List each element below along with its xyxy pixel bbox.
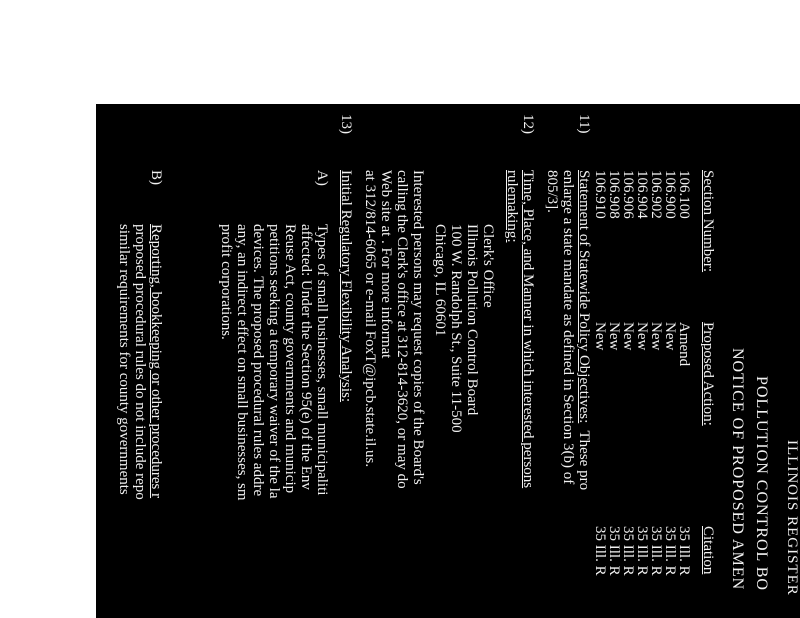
section-number: 106.908	[606, 170, 622, 219]
item-13a-label: A)	[314, 170, 330, 186]
proposed-action: New	[620, 322, 636, 351]
item-11-number: 11)	[576, 114, 592, 134]
notice-title: NOTICE OF PROPOSED AMEN	[729, 348, 746, 591]
section-number: 106.910	[592, 170, 608, 219]
item-11-line: 805/3].	[544, 170, 560, 213]
item-13b-line: similar requirements for county governments	[116, 224, 132, 495]
item-12-body-line: Web site at . For more informat	[378, 170, 394, 359]
item-13a-line: petitions seeking a temporary waiver of the la	[266, 224, 282, 499]
citation: 35 Ill. R	[592, 526, 608, 576]
proposed-action: New	[648, 322, 664, 351]
section-number: 106.902	[648, 170, 664, 219]
proposed-action: New	[634, 322, 650, 351]
item-13b-label: B)	[148, 170, 164, 185]
item-13b-line: proposed procedural rules do not include repo	[132, 224, 148, 500]
address-line: Illinois Pollution Control Board	[464, 224, 480, 416]
section-number: 106.906	[620, 170, 636, 219]
citation: 35 Ill. R	[620, 526, 636, 576]
item-13-number: 13)	[338, 114, 354, 134]
col-header-citation: Citation	[700, 526, 716, 575]
item-11-line	[575, 170, 592, 490]
item-13b-line: Reporting, bookkeeping or other procedures r	[148, 224, 164, 499]
section-number: 106.904	[634, 170, 650, 219]
address-line: 100 W. Randolph St., Suite 11-500	[448, 224, 464, 433]
item-12-heading: rulemaking:	[504, 170, 520, 243]
item-12-body-line: Interested persons may request copies of the Board's	[410, 170, 426, 485]
item-13a-line: affected: Under the Section 95(e) of the Env	[298, 224, 314, 490]
citation: 35 Ill. R	[634, 526, 650, 576]
proposed-action: New	[606, 322, 622, 351]
item-13a-line: profit corporations.	[218, 224, 234, 340]
citation: 35 Ill. R	[648, 526, 664, 576]
item-13a-line: Reuse Act, county governments and municip	[282, 224, 298, 494]
item-12-number: 12)	[520, 114, 536, 134]
col-header-action: Proposed Action:	[700, 322, 716, 426]
section-number: 106.100	[676, 170, 692, 219]
address-line: Clerk's Office	[480, 224, 496, 308]
rotated-document	[96, 104, 800, 618]
proposed-action: New	[592, 322, 608, 351]
item-13-heading: Initial Regulatory Flexibility Analysis:	[338, 170, 354, 403]
col-header-section: Section Number:	[700, 170, 716, 273]
proposed-action: Amend	[676, 322, 692, 367]
agency-title: POLLUTION CONTROL BO	[753, 376, 770, 591]
scanned-page	[96, 104, 800, 618]
address-line: Chicago, IL 60601	[432, 224, 448, 337]
register-title: ILLINOIS REGISTER	[784, 440, 800, 596]
item-11-tail: These pro	[576, 423, 592, 491]
item-11-heading: Statement of Statewide Policy Objectives:	[576, 170, 592, 424]
item-12-body-line: at 312/814-6065 or e-mail FoxT@ipcb.state.il.us.	[362, 170, 378, 468]
citation: 35 Ill. R	[662, 526, 678, 576]
item-11-line: enlarge a state mandate as defined in Section 3(b) of	[560, 170, 576, 485]
item-13a-line: Types of small businesses, small municipaliti	[314, 224, 330, 496]
citation: 35 Ill. R	[676, 526, 692, 576]
citation: 35 Ill. R	[606, 526, 622, 576]
item-13a-line: devices. The proposed procedural rules addre	[250, 224, 266, 497]
item-13a-line: any, an indirect effect on small businesses, sm	[234, 224, 250, 501]
section-number: 106.900	[662, 170, 678, 219]
item-12-heading: Time, Place, and Manner in which interested persons	[520, 170, 536, 489]
proposed-action: New	[662, 322, 678, 351]
item-12-body-line: calling the Clerk's office at 312-814-3620, or may do	[394, 170, 410, 489]
